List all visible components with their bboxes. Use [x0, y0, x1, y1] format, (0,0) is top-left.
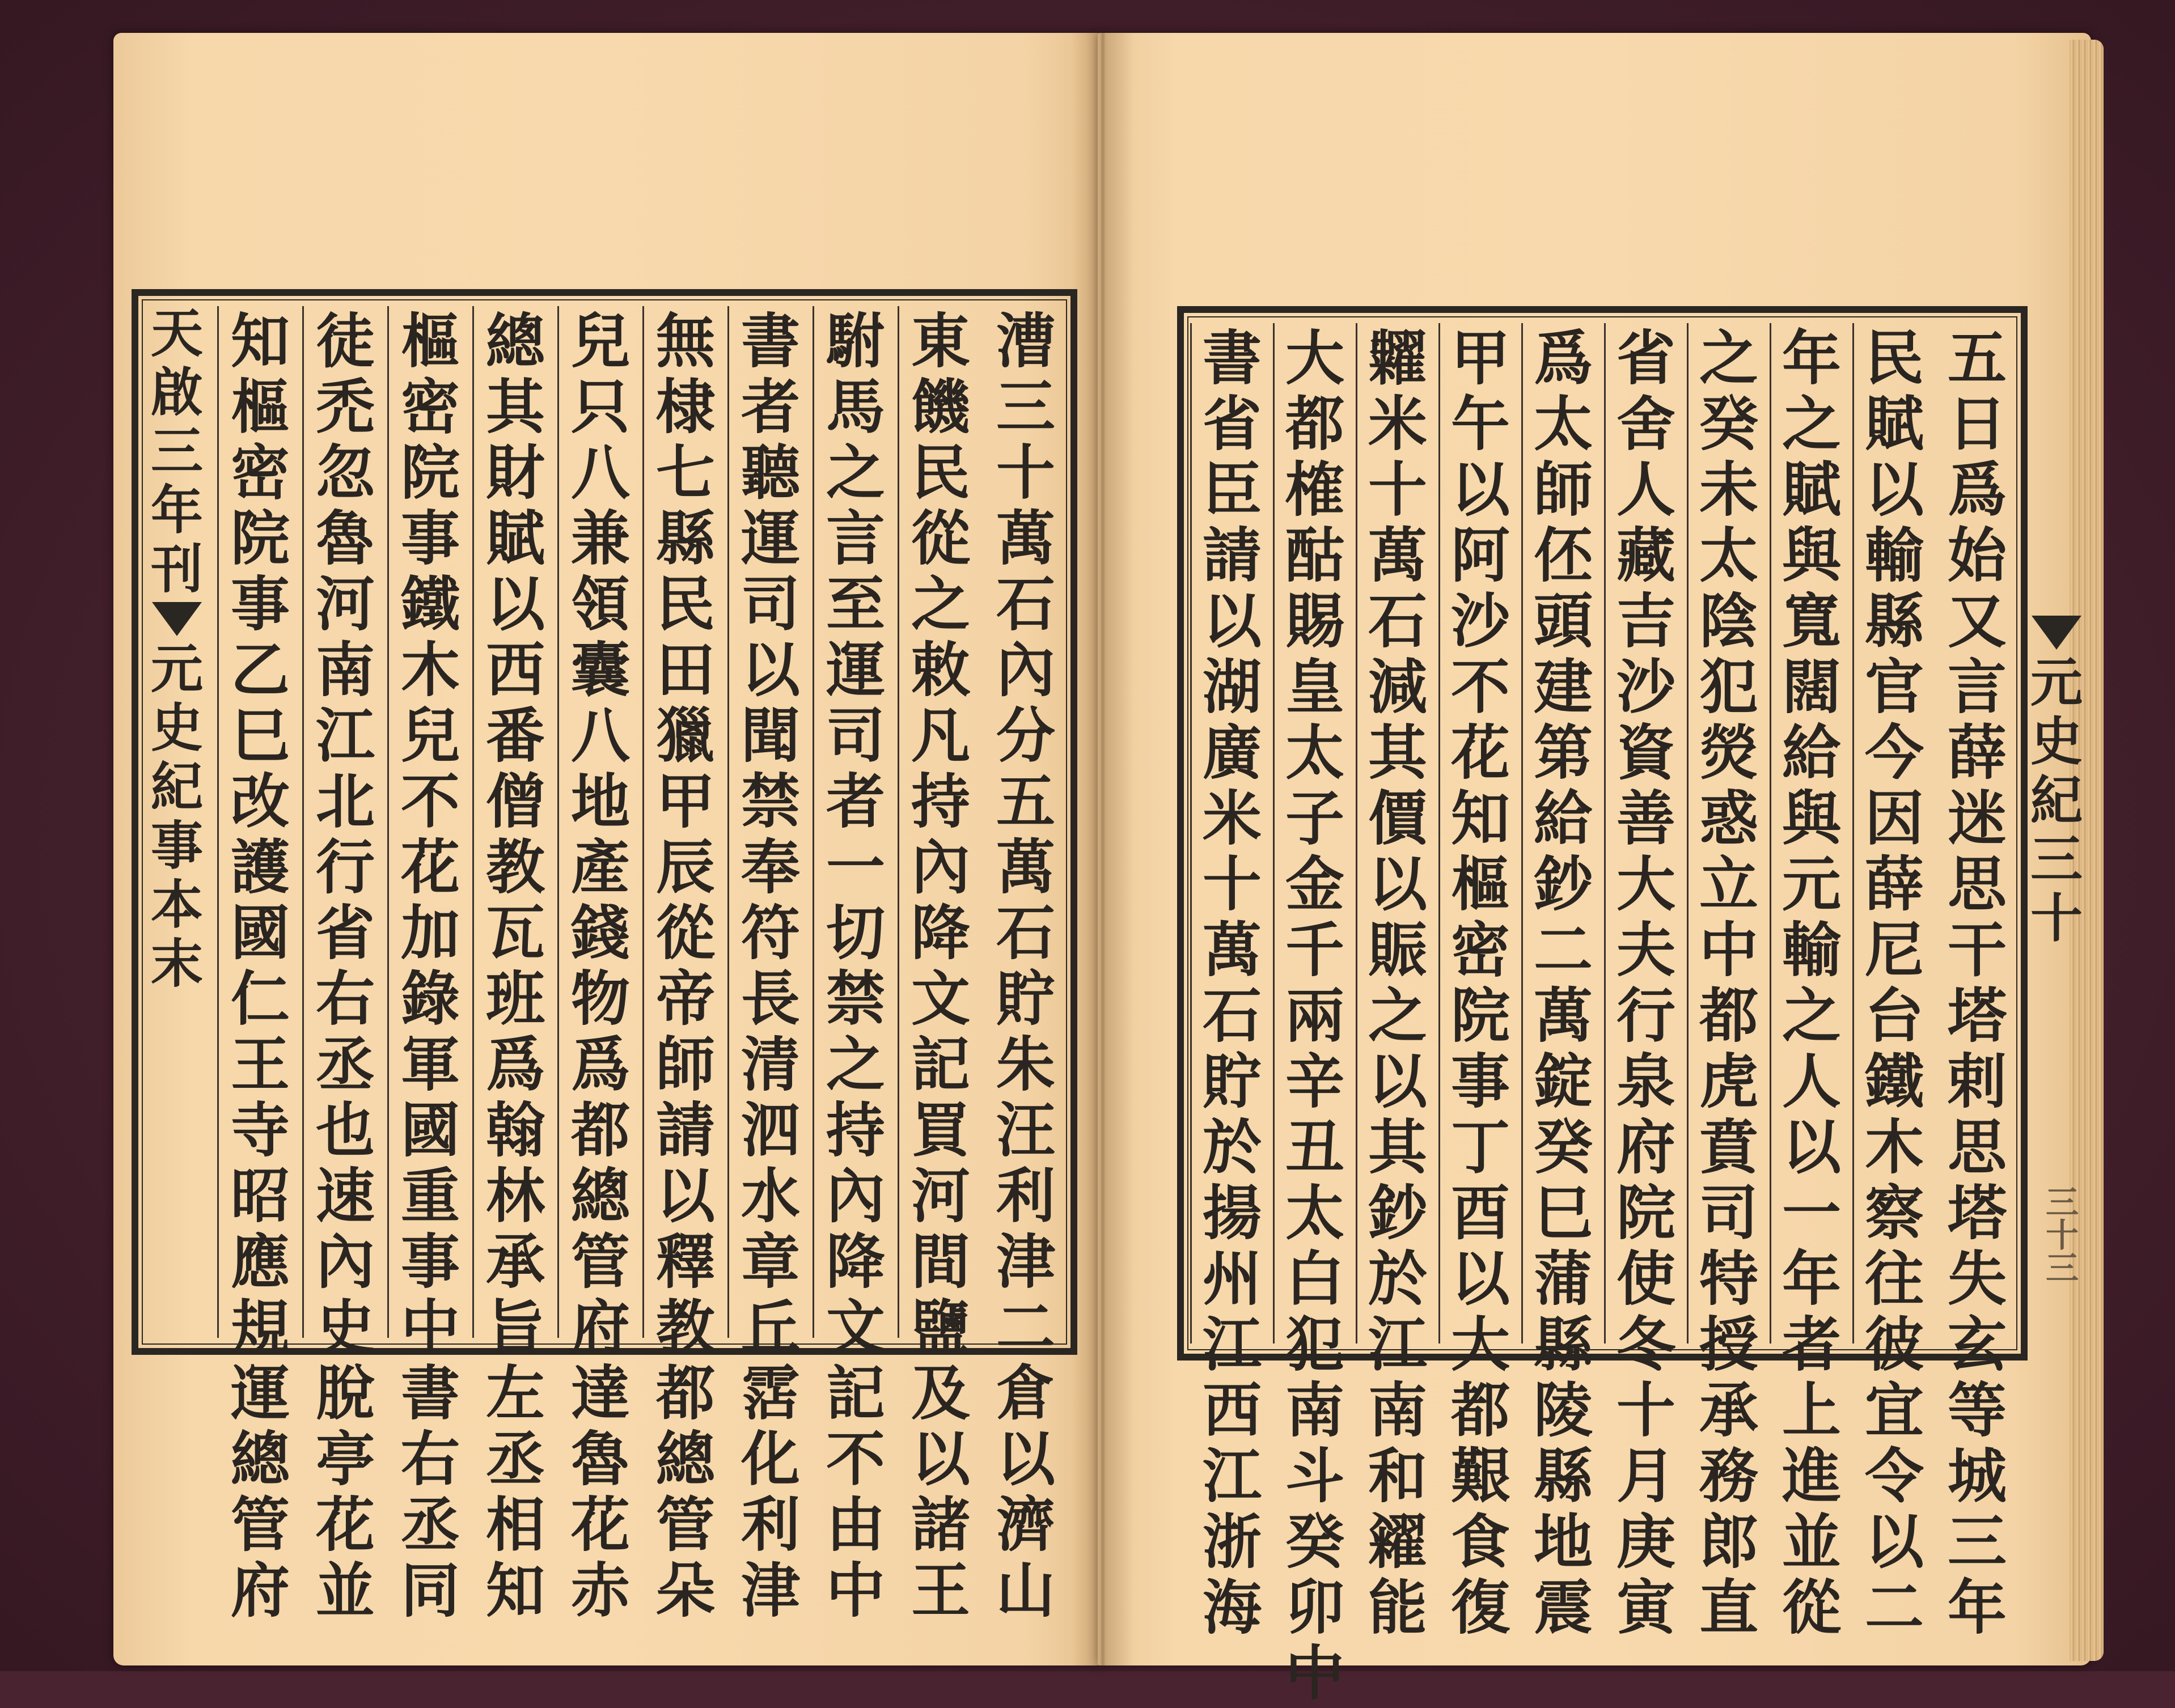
text-column: 知 樞 密 院 事 乙 巳 改 護 國 仁 王 寺 昭 應 規 運 總 管 府	[230, 306, 290, 1625]
fish-tail-mark	[2032, 616, 2081, 650]
text-column: 爲 太 師 伾 頭 建 第 給 鈔 二 萬 錠 癸 巳 蒲 縣 陵 縣 地 震	[1533, 323, 1593, 1642]
text-column: 東 饑 民 從 之 敕 凡 持 內 降 文 記 買 河 間 鹽 及 以 諸 王	[911, 306, 970, 1625]
column-rule	[1190, 323, 1192, 1343]
column-rule	[898, 306, 899, 1338]
right-margin-column	[2025, 612, 2088, 948]
column-rule	[642, 306, 644, 1338]
text-column: 漕 三 十 萬 石 內 分 五 萬 石 貯 朱 汪 利 津 二 倉 以 濟 山	[996, 306, 1055, 1625]
text-column: 總 其 財 賦 以 西 番 僧 教 瓦 班 爲 翰 林 承 旨 左 丞 相 知	[485, 306, 545, 1625]
right-text-frame	[1177, 306, 2028, 1708]
column-rule	[1687, 323, 1689, 1343]
column-rule	[1438, 323, 1440, 1343]
column-rule	[727, 306, 729, 1338]
text-column: 甲 午 以 阿 沙 不 花 知 樞 密 院 事 丁 酉 以 大 都 艱 食 復	[1450, 323, 1510, 1642]
text-column: 大 都 榷 酤 賜 皇 太 子 金 千 兩 辛 丑 太 白 犯 南 斗 癸 卯 中	[1285, 323, 1344, 1708]
column-rule	[1521, 323, 1523, 1343]
text-column: 五 日 爲 始 又 言 薛 迷 思 干 塔 剌 思 塔 失 玄 等 城 三 年	[1947, 323, 2007, 1642]
text-column: 年 之 賦 與 寬 闊 給 與 元 輸 之 人 以 一 年 者 上 進 並 從	[1782, 323, 1841, 1642]
volume-label: 元 史 紀 事 本 末	[150, 638, 203, 994]
folio-number: 三十三	[2040, 1185, 2079, 1283]
column-rule	[1604, 323, 1606, 1343]
column-rule	[1770, 323, 1771, 1343]
column-rule	[302, 306, 304, 1338]
text-column: 民 賦 以 輸 縣 官 今 因 薛 尼 台 鐵 木 察 往 彼 宜 令 以 二	[1864, 323, 1924, 1642]
text-column: 徒 禿 忽 魯 河 南 江 北 行 省 右 丞 也 速 內 史 脫 亭 花 並	[315, 306, 375, 1625]
text-column: 駙 馬 之 言 至 運 司 者 一 切 禁 之 持 內 降 文 記 不 由 中	[826, 306, 885, 1625]
text-column: 之 癸 未 太 陰 犯 熒 惑 立 中 都 虎 賁 司 特 授 承 務 郎 直	[1699, 323, 1758, 1642]
text-column: 無 棣 七 縣 民 田 獵 甲 辰 從 帝 師 請 以 釋 教 都 總 管 朵	[655, 306, 715, 1625]
column-rule	[387, 306, 389, 1338]
text-column: 省 舍 人 藏 吉 沙 資 善 大 夫 行 泉 府 院 使 冬 十 月 庚 寅	[1616, 323, 1675, 1642]
column-rule	[1273, 323, 1275, 1343]
column-rule	[557, 306, 559, 1338]
text-column: 兒 只 八 兼 領 囊 八 地 產 錢 物 爲 都 總 管 府 達 魯 花 赤	[570, 306, 630, 1625]
text-column: 書 省 臣 請 以 湖 廣 米 十 萬 石 貯 於 揚 州 江 西 江 浙 海	[1202, 323, 1262, 1642]
edition-label: 天 啟 三 年 刊	[150, 303, 203, 600]
margin-column	[141, 304, 213, 1342]
section-label: 元 史 紀 三 十	[2030, 652, 2083, 949]
column-rule	[472, 306, 474, 1338]
left-text-frame	[132, 289, 1077, 1625]
text-column: 書 者 聽 運 司 以 聞 禁 奉 符 長 清 泗 水 章 丘 霑 化 利 津	[740, 306, 800, 1625]
column-rule	[217, 306, 219, 1338]
column-rule	[813, 306, 814, 1338]
column-rule	[1852, 323, 1854, 1343]
text-column: 樞 密 院 事 鐵 木 兒 不 花 加 錄 軍 國 重 事 中 書 右 丞 同	[400, 306, 460, 1625]
column-rule	[1356, 323, 1357, 1343]
book-spine	[1072, 33, 1134, 1665]
text-column: 糶 米 十 萬 石 減 其 價 以 賑 之 以 其 鈔 於 江 南 和 糴 能	[1368, 323, 1427, 1642]
fish-tail-mark	[152, 602, 202, 636]
